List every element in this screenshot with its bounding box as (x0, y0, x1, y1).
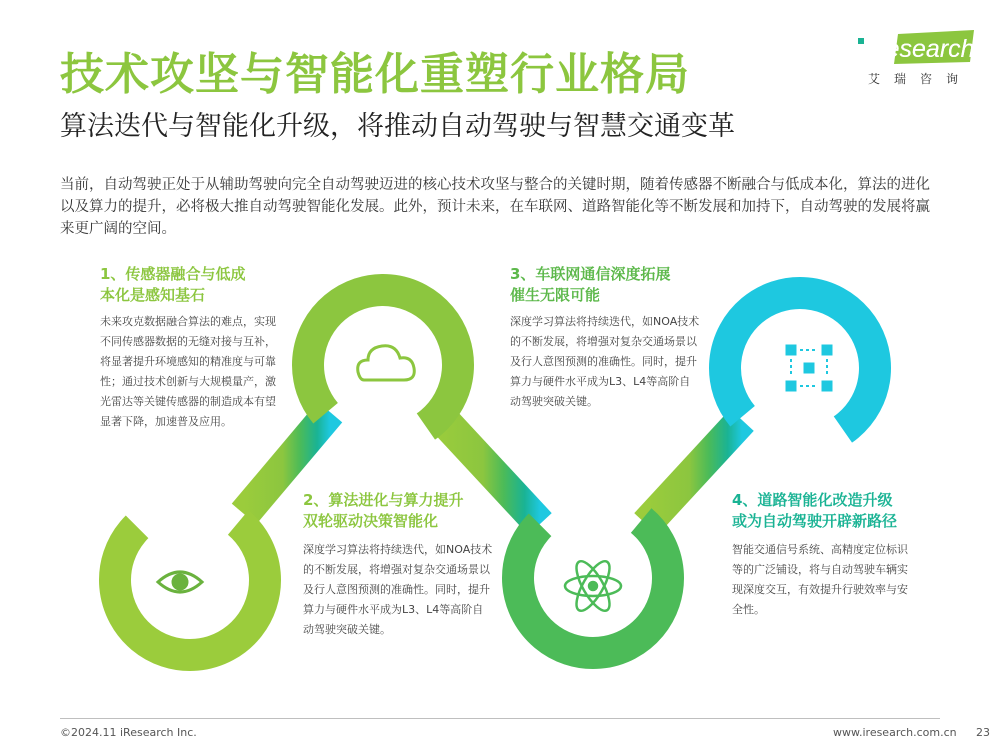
stage-4-title-line2: 或为自动驾驶开辟新路径 (732, 512, 898, 530)
stage-1-body: 未来攻克数据融合算法的难点，实现不同传感器数据的无缝对接与互补，将显著提升环境感知的精准度与可靠性；通过技术创新与大规模量产，激光雷达等关键传感器的制造成本有望显著下降，加速普及应用。 (100, 315, 276, 428)
eye-icon (158, 572, 202, 592)
stage-1-title-line1: 1、传感器融合与低成 (100, 265, 246, 283)
page-number: 23 (976, 726, 990, 739)
footer-url: www.iresearch.com.cn (833, 726, 957, 739)
stage-4-body: 智能交通信号系统、高精度定位标识等的广泛铺设，将与自动驾驶车辆实现深度交互，有效提升行驶效率与安全性。 (732, 543, 908, 616)
stage-3-title-line2: 催生无限可能 (510, 286, 601, 304)
stage-3-body: 深度学习算法将持续迭代，如NOA技术的不断发展，将增强对复杂交通场景以及行人意图预测的准确性。同时，提升算力与硬件水平成为L3、L4等高阶自动驾驶突破关键。 (510, 315, 700, 408)
intro-paragraph: 当前，自动驾驶正处于从辅助驾驶向完全自动驾驶迈进的核心技术攻坚与整合的关键时期，随着传感器不断融合与低成本化，算法的进化以及算力的提升，必将极大推自动驾驶智能化发展。此外，预计未来，在车联网、道路智能化等不断发展和加持下，自动驾驶的发展将赢来更广阔的空间。 (60, 177, 930, 237)
stage-3-title-line1: 3、车联网通信深度拓展 (510, 265, 671, 283)
logo-chinese-name: 艾瑞咨询 (868, 72, 973, 86)
stage-2-title-line2: 双轮驱动决策智能化 (303, 512, 439, 530)
stage-1-title (100, 264, 245, 306)
stage-4-title-line1: 4、道路智能化改造升级 (732, 491, 893, 509)
logo-wordmark: iResearch (862, 35, 975, 63)
page-subtitle: 算法迭代与智能化升级，将推动自动驾驶与智慧交通变革 (60, 111, 735, 142)
footer-copyright: ©2024.11 iResearch Inc. (60, 726, 197, 739)
atom-icon (565, 557, 621, 615)
stage-1-title-line2: 本化是感知基石 (100, 286, 206, 304)
stage-3-title (510, 264, 670, 306)
stage-2-body: 深度学习算法将持续迭代，如NOA技术的不断发展，将增强对复杂交通场景以及行人意图预测的准确性。同时，提升算力与硬件水平成为L3、L4等高阶自动驾驶突破关键。 (303, 543, 493, 636)
stage-2-title (303, 490, 463, 532)
stage-4-title (732, 490, 897, 532)
grid-nodes-icon (786, 345, 832, 391)
footer-divider (60, 718, 940, 719)
page-title: 技术攻坚与智能化重塑行业格局 (60, 49, 690, 100)
stage-2-title-line1: 2、算法进化与算力提升 (303, 491, 464, 509)
cloud-icon (358, 346, 415, 380)
